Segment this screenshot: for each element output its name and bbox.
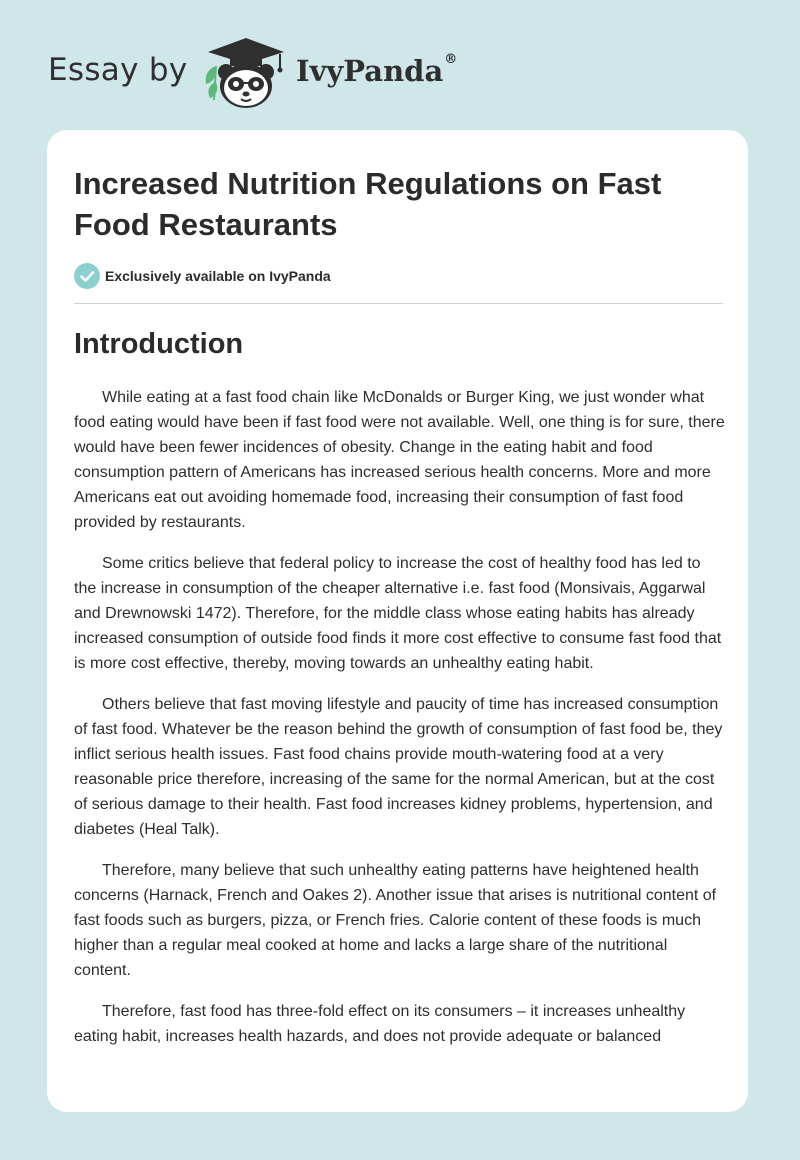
paragraph: Others believe that fast moving lifestyle and paucity of time has increased consumption of fast food. Whatever be the reason behind the growth of consumption of fast food be, they inflict serious health issues. Fast food chains provide mouth-watering food at a very reasonable price therefore, increasing of the same for the normal American, but at the cost of serious damage to their health. Fast food increases kidney problems, hypertension, and diabetes (Heal Talk). [74,696,723,838]
site-header [48,30,468,110]
paragraph: Therefore, many believe that such unhealthy eating patterns have heightened health concerns (Harnack, French and Oakes 2). Another issue that arises is nutritional content of fast foods such as burgers, pizza, or French fries. Calorie content of these foods is much higher than a regular meal cooked at home and lacks a large share of the nutritional content. [74,862,717,979]
brand-name: IvyPanda® [296,52,458,88]
paragraph: Therefore, fast food has three-fold effect on its consumers – it increases unhealthy eating habit, increases health hazards, and does not provide adequate or balanced [74,1003,686,1045]
essay-card [47,130,748,1112]
title-divider [74,303,723,304]
panda-graduate-icon [202,34,290,110]
essay-body [74,385,726,1065]
exclusive-badge [74,263,331,289]
registered-mark: ® [444,52,458,67]
brand-prefix: Essay by [48,52,188,88]
paragraph: While eating at a fast food chain like McDonalds or Burger King, we just wonder what food eating would have been if fast food were not available. Well, one thing is for sure, there would have been fewer incidences of obesity. Change in the eating habit and food consumption pattern of Americans has increased serious health concerns. More and more Americans eat out avoiding homemade food, increasing their consumption of fast food provided by restaurants. [74,389,725,531]
section-heading: Introduction [74,328,244,360]
check-circle-icon [74,263,100,289]
page-title: Increased Nutrition Regulations on Fast Food Restaurants [74,166,662,242]
paragraph: Some critics believe that federal policy to increase the cost of healthy food has led to the increase in consumption of the cheaper alternative i.e. fast food (Monsivais, Aggarwal and Drewnowski 1472). Therefore, for the middle class whose eating habits has already increased consumption of outside food finds it more cost effective to consume fast food that is more cost effective, thereby, moving towards an unhealthy eating habit. [74,555,722,672]
exclusive-badge-text: Exclusively available on IvyPanda [105,268,331,284]
